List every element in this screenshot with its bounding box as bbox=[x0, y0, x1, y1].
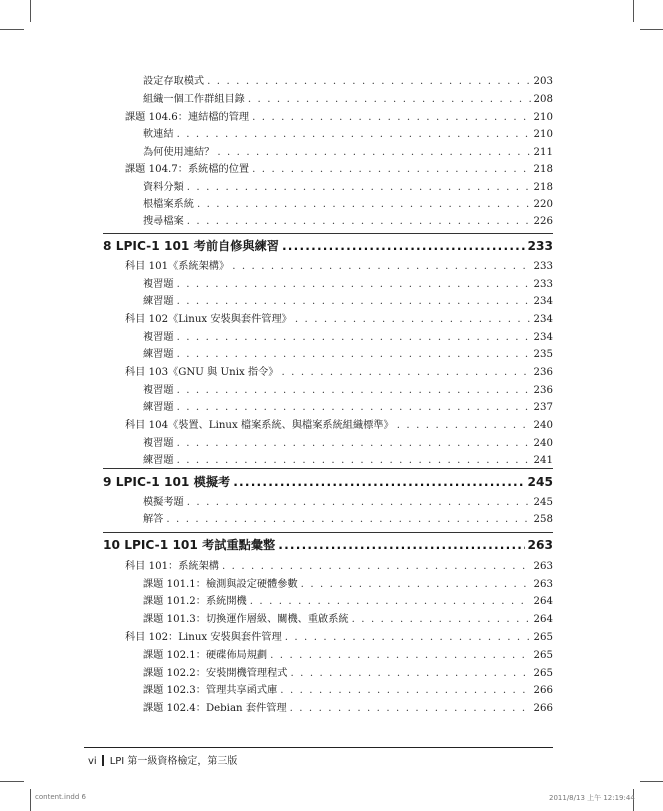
entry-title: 軟連結 bbox=[143, 129, 174, 140]
dot-leader bbox=[397, 418, 531, 434]
entry-title: 複習題 bbox=[143, 438, 174, 449]
subsection-entry[interactable] bbox=[143, 612, 553, 628]
dot-leader bbox=[207, 74, 530, 90]
subsection-entry[interactable] bbox=[143, 683, 553, 699]
entry-title: 根檔案系統 bbox=[143, 199, 194, 210]
entry-title: 為何使用連結？ bbox=[143, 147, 215, 158]
entry-page-number: 226 bbox=[533, 216, 553, 227]
entry-title: 複習題 bbox=[143, 279, 174, 290]
dot-leader bbox=[177, 277, 531, 293]
subsection-entry[interactable] bbox=[143, 92, 553, 108]
entry-page-number: 233 bbox=[533, 261, 553, 272]
dot-leader bbox=[250, 594, 531, 610]
section-entry[interactable] bbox=[125, 418, 553, 434]
subsection-entry[interactable] bbox=[143, 512, 553, 528]
entry-page-number: 266 bbox=[533, 703, 553, 714]
subsection-entry[interactable] bbox=[143, 180, 553, 196]
subsection-entry[interactable] bbox=[143, 330, 553, 346]
entry-title: 複習題 bbox=[143, 332, 174, 343]
dot-leader bbox=[290, 666, 530, 682]
entry-title: 課題 102.4：Debian 套件管理 bbox=[143, 703, 287, 714]
dot-leader bbox=[177, 347, 531, 363]
section-entry[interactable] bbox=[125, 365, 553, 381]
entry-title: 搜尋檔案 bbox=[143, 216, 184, 227]
subsection-entry[interactable] bbox=[143, 594, 553, 610]
entry-page-number: 210 bbox=[533, 129, 553, 140]
entry-title: 科目 102：Linux 安裝與套件管理 bbox=[125, 632, 282, 643]
entry-title: 設定存取模式 bbox=[143, 76, 205, 87]
chapter-entry[interactable] bbox=[103, 472, 553, 492]
dot-leader bbox=[177, 453, 531, 469]
dot-leader bbox=[233, 472, 524, 492]
entry-page-number: 263 bbox=[533, 561, 553, 572]
crop-mark bbox=[640, 29, 663, 30]
dot-leader bbox=[301, 577, 531, 593]
entry-page-number: 245 bbox=[527, 475, 553, 489]
page-footer bbox=[88, 752, 237, 767]
entry-page-number: 265 bbox=[533, 668, 553, 679]
crop-mark bbox=[30, 0, 31, 22]
section-entry[interactable] bbox=[125, 312, 553, 328]
dot-leader bbox=[166, 512, 530, 528]
entry-title: 科目 101：系統架構 bbox=[125, 561, 219, 572]
dot-leader bbox=[352, 612, 531, 628]
subsection-entry[interactable] bbox=[143, 347, 553, 363]
dot-leader bbox=[282, 365, 531, 381]
entry-title: 課題 104.6：連結檔的管理 bbox=[125, 112, 250, 123]
entry-title: 組織一個工作群組目錄 bbox=[143, 94, 245, 105]
section-entry[interactable] bbox=[125, 259, 553, 275]
entry-title: 練習題 bbox=[143, 455, 174, 466]
subsection-entry[interactable] bbox=[143, 277, 553, 293]
entry-page-number: 241 bbox=[533, 455, 553, 466]
entry-title: 科目 101《系統架構》 bbox=[125, 261, 230, 272]
entry-title: 科目 103《GNU 與 Unix 指令》 bbox=[125, 367, 279, 378]
dot-leader bbox=[280, 683, 530, 699]
entry-title: 科目 104《裝置、Linux 檔案系統、與檔案系統組織標準》 bbox=[125, 420, 394, 431]
footer-rule bbox=[84, 747, 553, 748]
crop-mark bbox=[30, 789, 31, 811]
entry-title: 課題 101.1：檢測與設定硬體參數 bbox=[143, 579, 298, 590]
dot-leader bbox=[278, 535, 524, 555]
entry-title: 課題 102.1：硬碟佈局規劃 bbox=[143, 650, 268, 661]
entry-title: 練習題 bbox=[143, 402, 174, 413]
entry-page-number: 263 bbox=[527, 538, 553, 552]
entry-page-number: 263 bbox=[533, 579, 553, 590]
entry-page-number: 265 bbox=[533, 650, 553, 661]
entry-page-number: 245 bbox=[533, 497, 553, 508]
chapter-divider bbox=[103, 532, 553, 533]
entry-title: 練習題 bbox=[143, 296, 174, 307]
section-entry[interactable] bbox=[125, 162, 553, 178]
entry-page-number: 236 bbox=[533, 367, 553, 378]
entry-page-number: 234 bbox=[533, 314, 553, 325]
dot-leader bbox=[217, 145, 530, 161]
entry-page-number: 235 bbox=[533, 349, 553, 360]
chapter-entry[interactable] bbox=[103, 236, 553, 256]
entry-page-number: 218 bbox=[533, 164, 553, 175]
dot-leader bbox=[295, 312, 531, 328]
crop-mark bbox=[633, 0, 634, 22]
entry-page-number: 211 bbox=[533, 147, 553, 158]
entry-page-number: 264 bbox=[533, 614, 553, 625]
dot-leader bbox=[290, 701, 531, 717]
entry-title: 模擬考題 bbox=[143, 497, 184, 508]
entry-title: 課題 101.3：切換運作層級、關機、重啟系統 bbox=[143, 614, 349, 625]
entry-title: 課題 102.3：管理共享函式庫 bbox=[143, 685, 278, 696]
entry-title: 8 LPIC-1 101 考前自修與練習 bbox=[103, 239, 279, 253]
slug-timestamp: 2011/8/13 上午 12:19:44 bbox=[549, 794, 635, 802]
subsection-entry[interactable] bbox=[143, 74, 553, 90]
entry-page-number: 258 bbox=[533, 514, 553, 525]
section-entry[interactable] bbox=[125, 559, 553, 575]
subsection-entry[interactable] bbox=[143, 214, 553, 230]
footer-book-title: LPI 第一級資格檢定，第三版 bbox=[109, 756, 238, 767]
entry-page-number: 233 bbox=[527, 239, 553, 253]
subsection-entry[interactable] bbox=[143, 197, 553, 213]
dot-leader bbox=[282, 236, 525, 256]
entry-title: 練習題 bbox=[143, 349, 174, 360]
entry-page-number: 237 bbox=[533, 402, 553, 413]
entry-page-number: 266 bbox=[533, 685, 553, 696]
dot-leader bbox=[177, 330, 531, 346]
dot-leader bbox=[177, 383, 531, 399]
section-entry[interactable] bbox=[125, 110, 553, 126]
subsection-entry[interactable] bbox=[143, 666, 553, 682]
entry-title: 課題 101.2：系統開機 bbox=[143, 596, 247, 607]
dot-leader bbox=[222, 559, 531, 575]
entry-page-number: 236 bbox=[533, 385, 553, 396]
entry-title: 資料分類 bbox=[143, 182, 184, 193]
dot-leader bbox=[285, 630, 531, 646]
chapter-divider bbox=[103, 468, 553, 469]
dot-leader bbox=[270, 648, 530, 664]
entry-page-number: 265 bbox=[533, 632, 553, 643]
dot-leader bbox=[177, 127, 531, 143]
entry-title: 課題 104.7：系統檔的位置 bbox=[125, 164, 250, 175]
dot-leader bbox=[197, 197, 531, 213]
subsection-entry[interactable] bbox=[143, 127, 553, 143]
dot-leader bbox=[187, 180, 531, 196]
entry-page-number: 264 bbox=[533, 596, 553, 607]
footer-page-number: vi bbox=[88, 756, 97, 767]
subsection-entry[interactable] bbox=[143, 701, 553, 717]
entry-title: 9 LPIC-1 101 模擬考 bbox=[103, 475, 231, 489]
entry-page-number: 210 bbox=[533, 112, 553, 123]
subsection-entry[interactable] bbox=[143, 453, 553, 469]
dot-leader bbox=[177, 436, 531, 452]
entry-title: 複習題 bbox=[143, 385, 174, 396]
chapter-entry[interactable] bbox=[103, 535, 553, 555]
entry-page-number: 220 bbox=[533, 199, 553, 210]
entry-title: 10 LPIC-1 101 考試重點彙整 bbox=[103, 538, 276, 552]
dot-leader bbox=[232, 259, 530, 275]
entry-page-number: 208 bbox=[533, 94, 553, 105]
entry-page-number: 240 bbox=[533, 438, 553, 449]
crop-mark bbox=[640, 781, 663, 782]
subsection-entry[interactable] bbox=[143, 648, 553, 664]
subsection-entry[interactable] bbox=[143, 436, 553, 452]
dot-leader bbox=[187, 214, 531, 230]
entry-title: 解答 bbox=[143, 514, 164, 525]
entry-title: 課題 102.2：安裝開機管理程式 bbox=[143, 668, 288, 679]
dot-leader bbox=[177, 294, 531, 310]
dot-leader bbox=[177, 400, 531, 416]
subsection-entry[interactable] bbox=[143, 383, 553, 399]
chapter-divider bbox=[103, 233, 553, 234]
subsection-entry[interactable] bbox=[143, 577, 553, 593]
subsection-entry[interactable] bbox=[143, 495, 553, 511]
entry-page-number: 240 bbox=[533, 420, 553, 431]
section-entry[interactable] bbox=[125, 630, 553, 646]
crop-mark bbox=[0, 781, 24, 782]
dot-leader bbox=[248, 92, 531, 108]
subsection-entry[interactable] bbox=[143, 145, 553, 161]
entry-title: 科目 102《Linux 安裝與套件管理》 bbox=[125, 314, 292, 325]
crop-mark bbox=[0, 29, 24, 30]
entry-page-number: 233 bbox=[533, 279, 553, 290]
entry-page-number: 218 bbox=[533, 182, 553, 193]
slug-file: content.indd 6 bbox=[35, 793, 86, 801]
entry-page-number: 203 bbox=[533, 76, 553, 87]
entry-page-number: 234 bbox=[533, 332, 553, 343]
subsection-entry[interactable] bbox=[143, 294, 553, 310]
footer-separator bbox=[102, 755, 104, 766]
dot-leader bbox=[252, 162, 530, 178]
subsection-entry[interactable] bbox=[143, 400, 553, 416]
entry-page-number: 234 bbox=[533, 296, 553, 307]
dot-leader bbox=[252, 110, 530, 126]
dot-leader bbox=[187, 495, 531, 511]
